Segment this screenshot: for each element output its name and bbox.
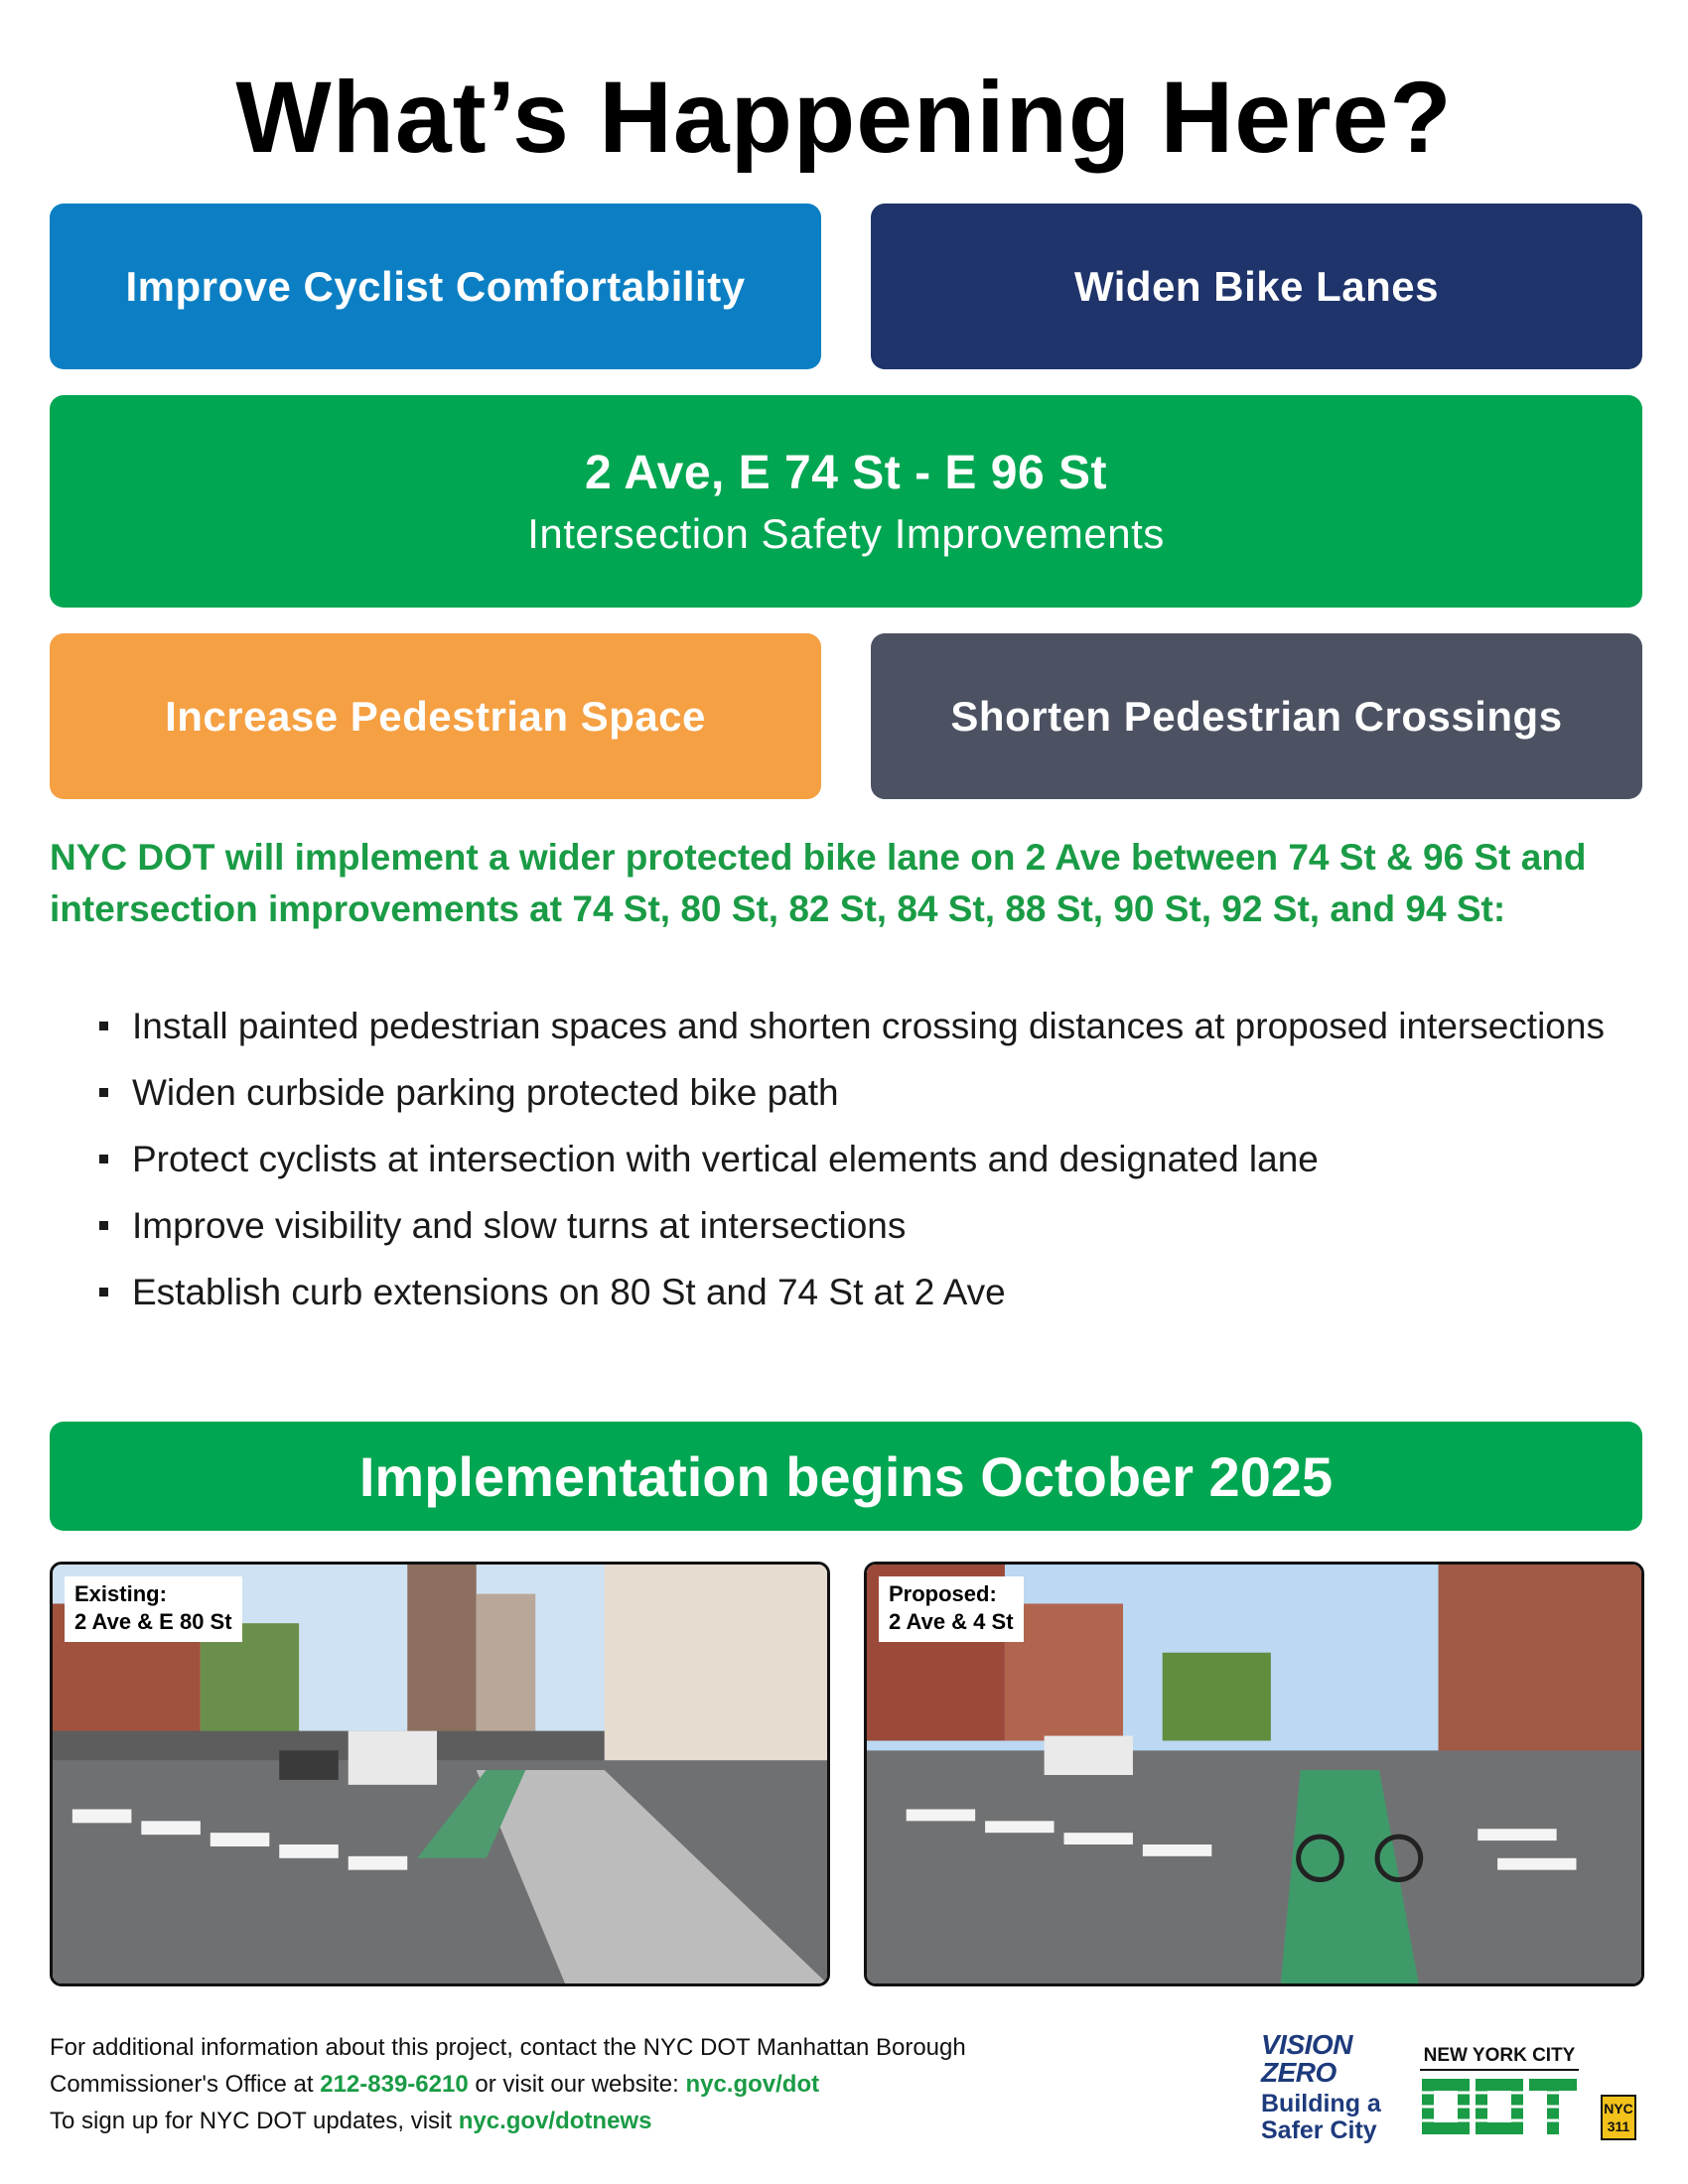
bullet-icon (99, 1288, 108, 1297)
caption-label: Proposed: (889, 1581, 997, 1606)
footer-contact (50, 2029, 1221, 2139)
caption-location: 2 Ave & E 80 St (74, 1609, 232, 1634)
bullet-icon (99, 1221, 108, 1230)
tile-label: Shorten Pedestrian Crossings (950, 692, 1563, 740)
project-subtitle: Intersection Safety Improvements (527, 509, 1165, 557)
list-item (99, 1264, 1609, 1320)
tile-label: Increase Pedestrian Space (165, 692, 706, 740)
footer-line: Commissioner's Office at 212-839-6210 or visit our website: nyc.gov/dot (50, 2071, 820, 2098)
bullet-icon (99, 1155, 108, 1163)
dotnews-link[interactable]: nyc.gov/dotnews (458, 2108, 652, 2134)
implementation-banner (50, 1422, 1642, 1531)
tile-project-location (50, 395, 1642, 608)
photo-existing (50, 1562, 830, 1986)
nyc-311-logo: NYC 311 (1601, 2095, 1636, 2140)
bullet-list (99, 998, 1609, 1330)
page-title: What’s Happening Here? (235, 61, 1453, 174)
phone-link[interactable]: 212-839-6210 (320, 2071, 469, 2098)
photo-caption-existing (65, 1576, 242, 1642)
list-item (99, 998, 1609, 1054)
caption-location: 2 Ave & 4 St (889, 1609, 1014, 1634)
tile-label: Improve Cyclist Comfortability (125, 262, 746, 310)
footer-line: To sign up for NYC DOT updates, visit nyc.gov/dotnews (50, 2108, 652, 2134)
footer-line: For additional information about this project, contact the NYC DOT Manhattan Borough (50, 2034, 966, 2061)
bullet-icon (99, 1022, 108, 1030)
list-item-text: Install painted pedestrian spaces and shorten crossing distances at proposed intersections (132, 1006, 1605, 1046)
list-item (99, 1197, 1609, 1254)
tile-widen-bike-lanes (871, 204, 1642, 369)
photo-caption-proposed (879, 1576, 1024, 1642)
tile-label: Widen Bike Lanes (1073, 262, 1440, 310)
tile-improve-cyclist-comfortability (50, 204, 821, 369)
tile-increase-pedestrian-space (50, 633, 821, 799)
list-item-text: Improve visibility and slow turns at intersections (132, 1205, 907, 1246)
caption-label: Existing: (74, 1581, 167, 1606)
list-item-text: Widen curbside parking protected bike path (132, 1072, 839, 1113)
nyc-dot-logo: NEW YORK CITY (1420, 2045, 1579, 2142)
website-link[interactable]: nyc.gov/dot (685, 2071, 820, 2098)
bullet-icon (99, 1088, 108, 1097)
list-item-text: Establish curb extensions on 80 St and 74 St at 2 Ave (132, 1272, 1006, 1312)
project-location: 2 Ave, E 74 St - E 96 St (584, 446, 1107, 499)
list-item (99, 1064, 1609, 1121)
implementation-text: Implementation begins October 2025 (358, 1444, 1334, 1508)
intro-paragraph: NYC DOT will implement a wider protected bike lane on 2 Ave between 74 St & 96 St and intersection improvements at 74 St, 80 St, 82 St, 84 St, 88 St, 90 St, 92 St, and 94 St: (50, 837, 1587, 929)
photo-proposed (864, 1562, 1644, 1986)
vision-zero-logo: VISION ZERO Building a Safer City (1261, 2029, 1381, 2144)
dot-wordmark-icon (1420, 2071, 1579, 2140)
list-item (99, 1131, 1609, 1187)
tile-shorten-pedestrian-crossings (871, 633, 1642, 799)
list-item-text: Protect cyclists at intersection with vertical elements and designated lane (132, 1139, 1319, 1179)
